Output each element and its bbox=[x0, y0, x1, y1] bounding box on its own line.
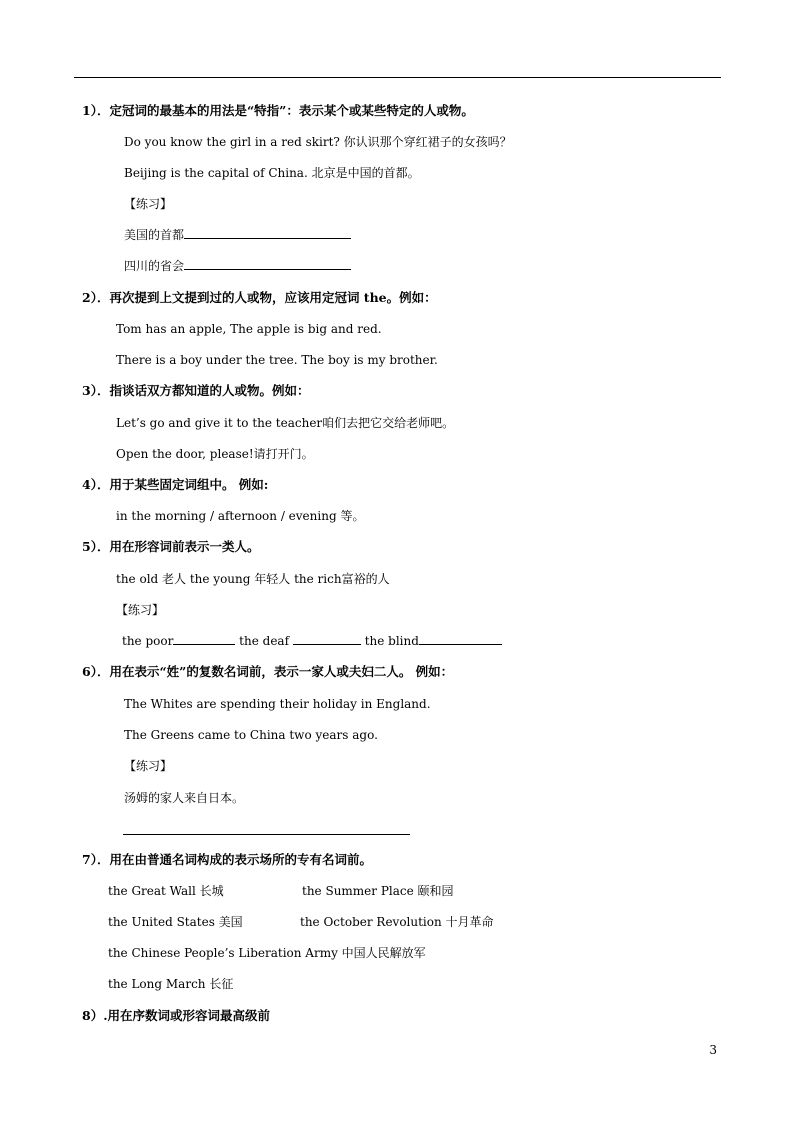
section-4-heading: 4）．用于某些固定词组中。 例如: bbox=[82, 477, 269, 492]
answer-blank[interactable] bbox=[419, 633, 502, 645]
section-7-example-2a: the United States 美国 bbox=[108, 915, 243, 929]
section-3-example-1: Let’s go and give it to the teacher咱们去把它交给老师吧。 bbox=[116, 416, 455, 430]
header-rule bbox=[74, 77, 721, 78]
exercise-prompt: the poor bbox=[122, 634, 174, 648]
exercise-prompt: 四川的省会 bbox=[124, 259, 185, 273]
section-1-heading: 1）．定冠词的最基本的用法是“特指”：表示某个或某些特定的人或物。 bbox=[82, 103, 474, 118]
section-6-example-2: The Greens came to China two years ago. bbox=[124, 728, 378, 742]
section-6-practice-label: 【练习】 bbox=[124, 759, 173, 773]
section-7-example-2b: the October Revolution 十月革命 bbox=[300, 915, 494, 929]
section-7-example-1b: the Summer Place 颐和园 bbox=[302, 884, 454, 898]
section-7-example-3: the Chinese People’s Liberation Army 中国人民解放军 bbox=[108, 946, 426, 960]
section-1-example-2: Beijing is the capital of China. 北京是中国的首都。 bbox=[124, 166, 420, 180]
section-2-heading: 2）．再次提到上文提到过的人或物，应该用定冠词 the。例如： bbox=[82, 290, 437, 305]
exercise-prompt: 美国的首都 bbox=[124, 228, 185, 242]
section-5-heading: 5）．用在形容词前表示一类人。 bbox=[82, 539, 260, 554]
section-5-practice-label: 【练习】 bbox=[116, 603, 165, 617]
exercise-prompt: the blind bbox=[364, 634, 419, 648]
section-6-exercise-prompt: 汤姆的家人来自日本。 bbox=[124, 791, 245, 805]
section-2-example-2: There is a boy under the tree. The boy is my brother. bbox=[116, 353, 438, 367]
section-7-heading: 7）．用在由普通名词构成的表示场所的专有名词前。 bbox=[82, 852, 372, 867]
section-3-heading: 3）．指谈话双方都知道的人或物。例如： bbox=[82, 383, 310, 398]
section-2-example-1: Tom has an apple, The apple is big and red. bbox=[116, 322, 382, 336]
section-6-heading: 6）．用在表示“姓”的复数名词前，表示一家人或夫妇二人。 例如： bbox=[82, 664, 454, 679]
exercise-prompt: the deaf bbox=[239, 634, 290, 648]
answer-blank[interactable] bbox=[184, 227, 351, 239]
section-1-practice-label: 【练习】 bbox=[124, 197, 173, 211]
section-3-example-2: Open the door, please!请打开门。 bbox=[116, 447, 314, 461]
page-number: 3 bbox=[709, 1043, 717, 1057]
section-4-example-1: in the morning / afternoon / evening 等。 bbox=[116, 509, 365, 523]
answer-blank[interactable] bbox=[123, 823, 410, 835]
section-7-example-1a: the Great Wall 长城 bbox=[108, 884, 224, 898]
section-5-exercise-row bbox=[122, 633, 502, 649]
section-6-example-1: The Whites are spending their holiday in England. bbox=[124, 697, 431, 711]
section-1-exercise-2 bbox=[124, 258, 351, 274]
section-1-example-1: Do you know the girl in a red skirt? 你认识那个穿红裙子的女孩吗？ bbox=[124, 135, 512, 149]
section-8-heading: 8）.用在序数词或形容词最高级前 bbox=[82, 1008, 271, 1023]
section-1-exercise-1 bbox=[124, 227, 351, 243]
answer-blank[interactable] bbox=[173, 633, 235, 645]
answer-blank[interactable] bbox=[184, 258, 351, 270]
answer-blank[interactable] bbox=[293, 633, 361, 645]
section-7-example-4: the Long March 长征 bbox=[108, 977, 234, 991]
section-5-example-1: the old 老人 the young 年轻人 the rich富裕的人 bbox=[116, 572, 390, 586]
